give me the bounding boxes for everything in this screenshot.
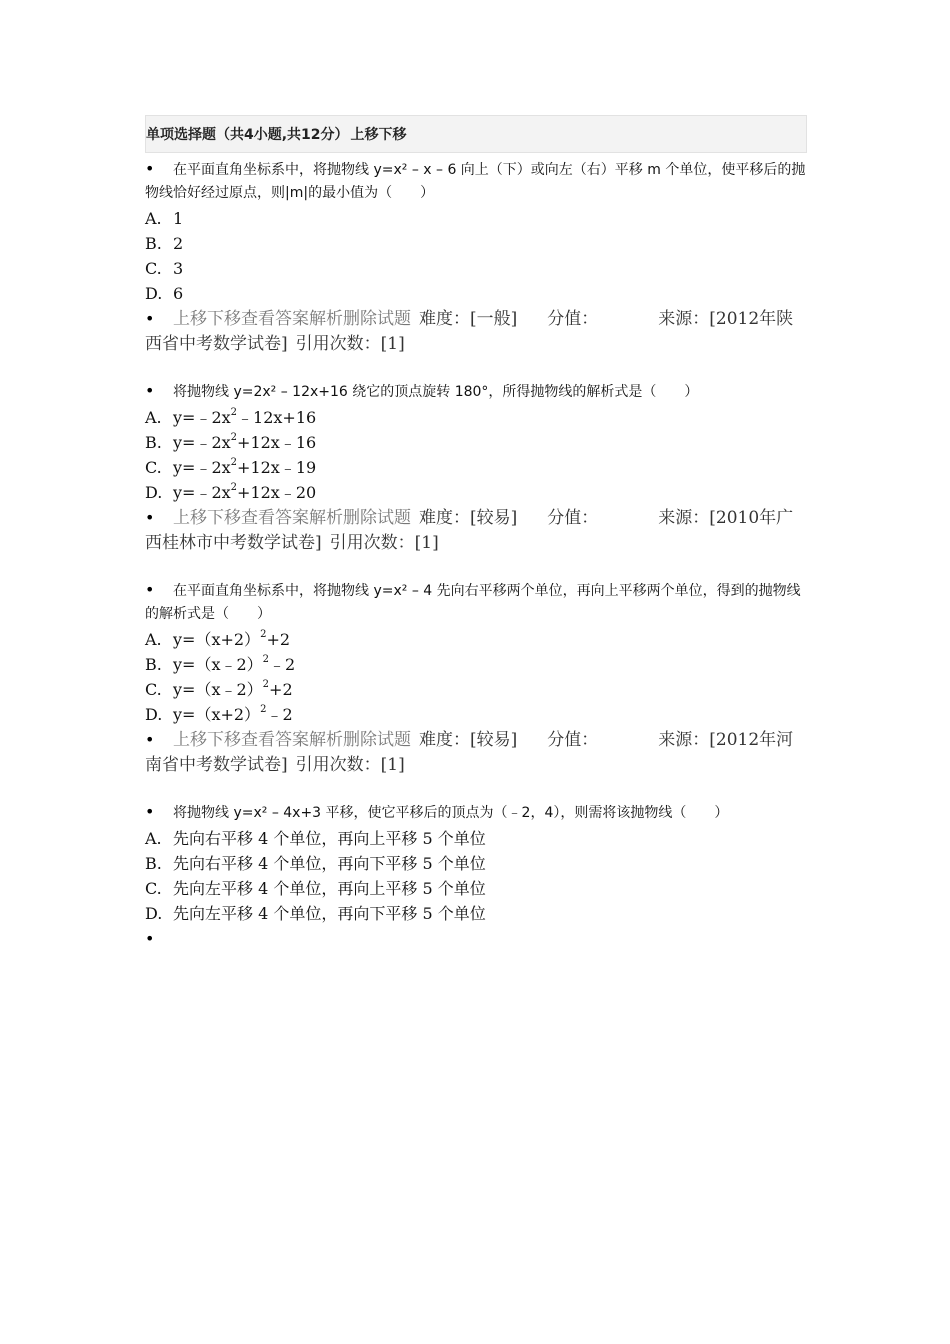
- section-title: 单项选择题（共4小题,共12分）: [146, 127, 349, 143]
- bullet-icon: •: [145, 802, 155, 821]
- option-c: [145, 256, 807, 281]
- option-key: B.: [145, 234, 162, 253]
- option-sup: 2: [230, 431, 238, 443]
- option-text-post: ﹣2: [266, 705, 293, 724]
- source-label: 来源：[2012年陕西省中考数学试卷]: [145, 309, 794, 354]
- option-key: C.: [145, 879, 162, 898]
- option-key: B.: [145, 433, 162, 452]
- source-label: 来源：[2012年河南省中考数学试卷]: [145, 730, 794, 775]
- option-key: D.: [145, 284, 163, 303]
- option-text: 1: [173, 209, 184, 228]
- option-key: D.: [145, 483, 163, 502]
- stem-text: 将抛物线 y=x² – 4x+3 平移，使它平移后的顶点为（﹣2，4），则需将该抛物线（ ）: [173, 805, 729, 821]
- option-sup: 2: [262, 653, 270, 665]
- option-sup: 2: [260, 703, 267, 715]
- option-sup: 2: [230, 456, 238, 468]
- option-sup: 2: [230, 406, 238, 418]
- option-a: [145, 206, 807, 231]
- option-sup: 2: [260, 628, 267, 640]
- question-actions-link[interactable]: 上移下移查看答案解析删除试题: [173, 508, 411, 528]
- option-key: C.: [145, 680, 162, 699]
- citation-label: 引用次数：[1]: [295, 755, 405, 775]
- difficulty-label: 难度：[较易]: [419, 508, 518, 528]
- option-text: 先向左平移 4 个单位，再向下平移 5 个单位: [173, 904, 486, 923]
- question-2: [145, 379, 807, 556]
- bullet-icon: •: [145, 929, 155, 948]
- option-key: A.: [145, 209, 162, 228]
- option-text: y=﹣2x: [173, 408, 231, 427]
- option-text: y=﹣2x: [173, 483, 231, 502]
- option-text: 3: [173, 259, 184, 278]
- option-text: y=﹣2x: [173, 458, 231, 477]
- question-actions-link[interactable]: 上移下移查看答案解析删除试题: [173, 309, 411, 329]
- question-meta: [145, 727, 807, 778]
- option-list: [145, 405, 807, 505]
- option-d: [145, 702, 807, 727]
- option-key: C.: [145, 259, 162, 278]
- option-text-post: +12x﹣16: [237, 433, 317, 452]
- option-text: 先向左平移 4 个单位，再向上平移 5 个单位: [173, 879, 486, 898]
- option-text: 先向右平移 4 个单位，再向下平移 5 个单位: [173, 854, 486, 873]
- option-sup: 2: [230, 481, 238, 493]
- option-text-post: ﹣2: [269, 655, 296, 674]
- difficulty-label: 难度：[一般]: [419, 309, 518, 329]
- option-list: [145, 627, 807, 727]
- option-key: D.: [145, 705, 163, 724]
- option-b: [145, 851, 807, 876]
- option-text-post: +2: [269, 680, 293, 699]
- score-label: 分值：: [547, 309, 599, 329]
- citation-label: 引用次数：[1]: [329, 533, 439, 553]
- option-d: [145, 281, 807, 306]
- bullet-icon: •: [145, 580, 155, 599]
- option-c: [145, 876, 807, 901]
- stem-text: 在平面直角坐标系中，将抛物线 y=x² – x – 6 向上（下）或向左（右）平移 m 个单位，使平移后的抛物线恰好经过原点，则|m|的最小值为（ ）: [145, 162, 806, 201]
- question-actions-link[interactable]: 上移下移查看答案解析删除试题: [173, 730, 411, 750]
- question-stem: [145, 800, 807, 825]
- question-4: [145, 800, 807, 951]
- option-list: [145, 826, 807, 926]
- option-c: [145, 455, 807, 480]
- option-key: A.: [145, 630, 162, 649]
- option-d: [145, 901, 807, 926]
- difficulty-label: 难度：[较易]: [419, 730, 518, 750]
- stem-text: 将抛物线 y=2x² – 12x+16 绕它的顶点旋转 180°，所得抛物线的解析式是（ ）: [173, 384, 699, 400]
- option-text: 6: [173, 284, 184, 303]
- question-meta: [145, 505, 807, 556]
- score-label: 分值：: [547, 508, 599, 528]
- option-text: 2: [173, 234, 184, 253]
- option-b: [145, 231, 807, 256]
- option-key: A.: [145, 829, 162, 848]
- option-text: 先向右平移 4 个单位，再向上平移 5 个单位: [173, 829, 486, 848]
- option-d: [145, 480, 807, 505]
- option-a: [145, 405, 807, 430]
- option-text-post: ﹣12x+16: [237, 408, 317, 427]
- section-move-links[interactable]: 上移下移: [350, 127, 407, 143]
- option-key: B.: [145, 854, 162, 873]
- option-text-post: +12x﹣19: [237, 458, 317, 477]
- section-header: [145, 115, 807, 153]
- option-text: y=（x﹣2）: [173, 655, 263, 674]
- option-key: B.: [145, 655, 162, 674]
- stem-text: 在平面直角坐标系中，将抛物线 y=x² – 4 先向右平移两个单位，再向上平移两个单位，得到的抛物线的解析式是（ ）: [145, 583, 801, 622]
- question-3: [145, 578, 807, 778]
- option-key: A.: [145, 408, 162, 427]
- exam-page: [145, 115, 807, 951]
- option-key: C.: [145, 458, 162, 477]
- citation-label: 引用次数：[1]: [295, 334, 405, 354]
- question-stem: [145, 578, 807, 626]
- bullet-icon: •: [145, 309, 155, 328]
- trailing-bullet: [145, 926, 807, 951]
- bullet-icon: •: [145, 159, 155, 178]
- option-list: [145, 206, 807, 306]
- question-stem: [145, 379, 807, 404]
- option-b: [145, 652, 807, 677]
- option-a: [145, 826, 807, 851]
- source-label: 来源：[2010年广西桂林市中考数学试卷]: [145, 508, 794, 553]
- option-text: y=﹣2x: [173, 433, 231, 452]
- option-text: y=（x+2）: [173, 630, 261, 649]
- bullet-icon: •: [145, 730, 155, 749]
- option-c: [145, 677, 807, 702]
- question-meta: [145, 306, 807, 357]
- score-label: 分值：: [547, 730, 599, 750]
- option-b: [145, 430, 807, 455]
- option-text-post: +12x﹣20: [237, 483, 317, 502]
- option-a: [145, 627, 807, 652]
- bullet-icon: •: [145, 381, 155, 400]
- option-text: y=（x+2）: [173, 705, 261, 724]
- option-key: D.: [145, 904, 163, 923]
- option-text: y=（x﹣2）: [173, 680, 263, 699]
- question-stem: [145, 157, 807, 205]
- option-text-post: +2: [266, 630, 291, 649]
- option-sup: 2: [262, 678, 270, 690]
- bullet-icon: •: [145, 508, 155, 527]
- question-1: [145, 157, 807, 357]
